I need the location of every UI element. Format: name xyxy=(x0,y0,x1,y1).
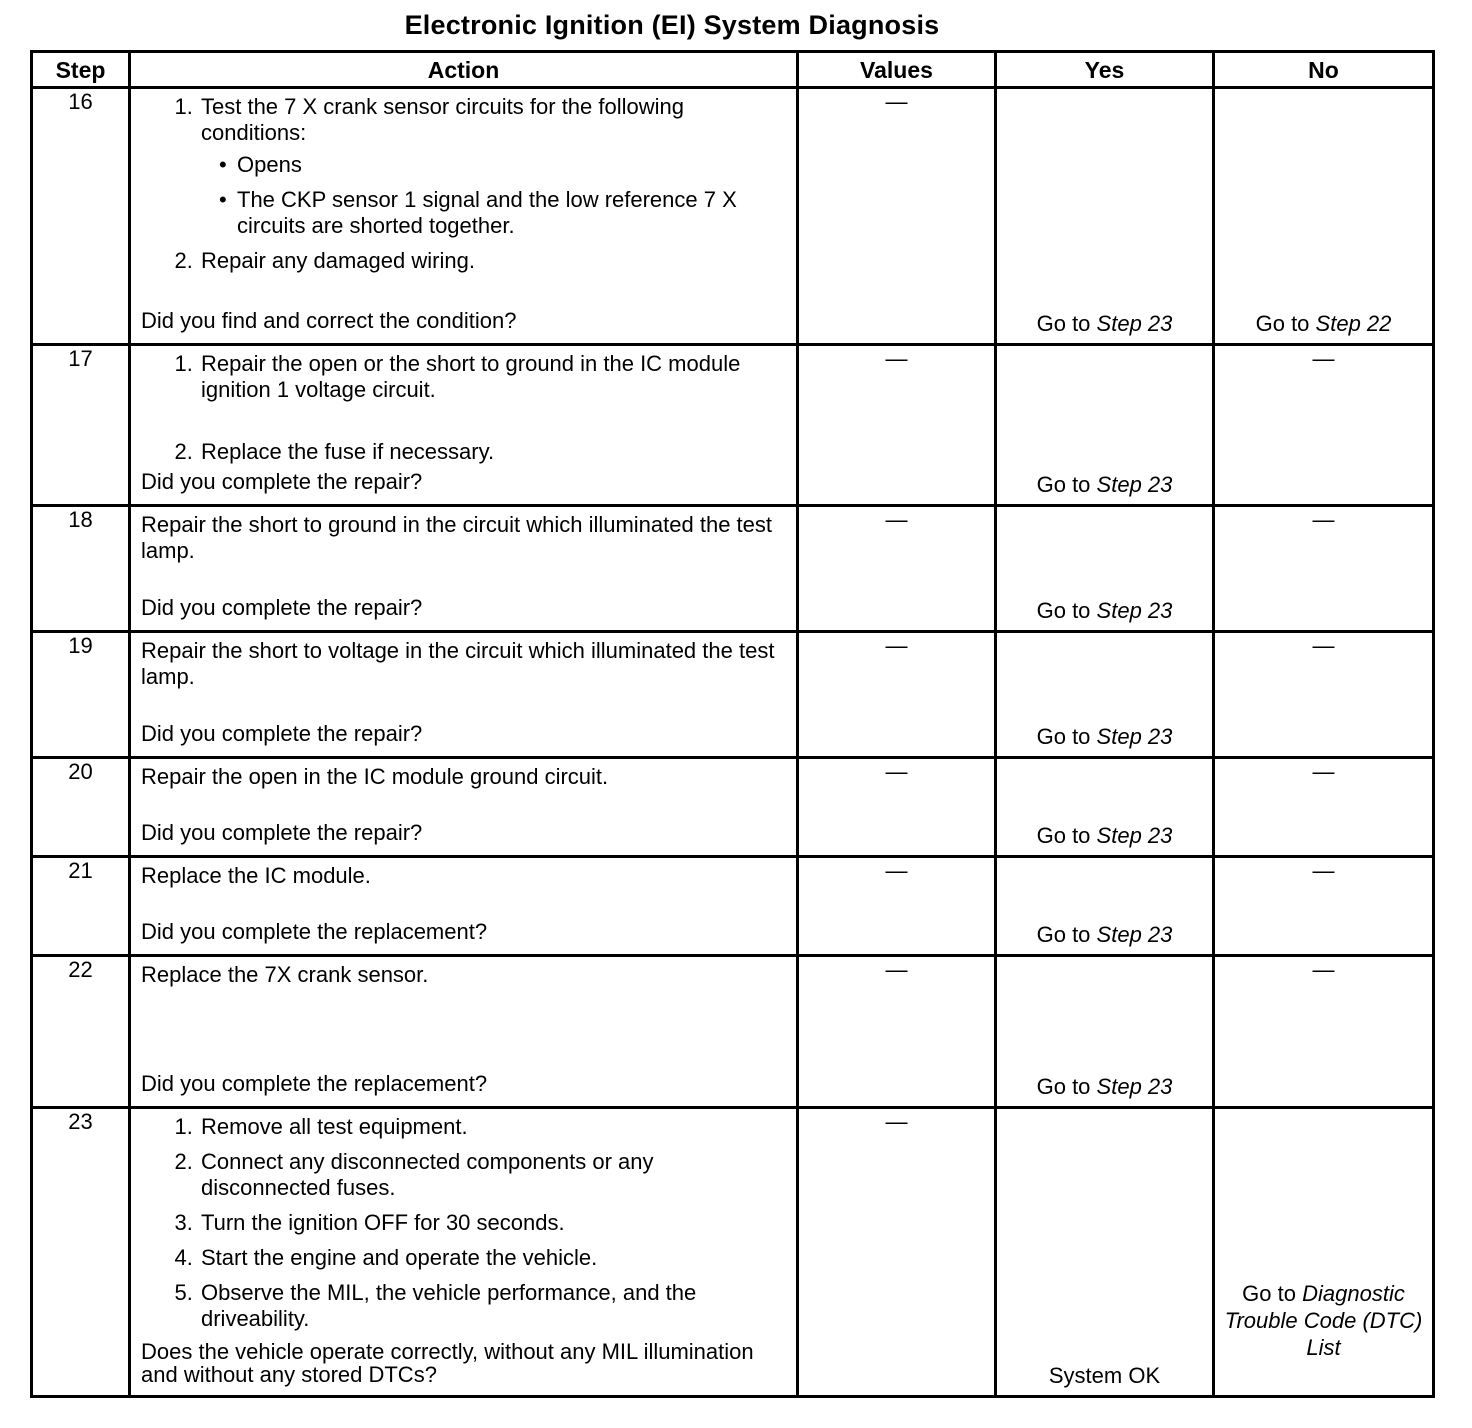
no-cell xyxy=(1214,857,1434,956)
question-text: Does the vehicle operate correctly, without any MIL illumination and without any stored DTCs? xyxy=(141,1339,754,1387)
yes-link[interactable]: Go to Step 23 xyxy=(1036,472,1173,497)
list-item: • The CKP sensor 1 signal and the low reference 7 X circuits are shorted together. xyxy=(217,187,786,239)
action-cell xyxy=(130,758,798,857)
question-text: Did you complete the replacement? xyxy=(141,919,488,944)
list-item: 4. Start the engine and operate the vehicle. xyxy=(199,1245,786,1271)
values-text: — xyxy=(885,346,908,371)
question-text: Did you complete the replacement? xyxy=(141,1071,488,1096)
no-cell xyxy=(1214,956,1434,1108)
header-action: Action xyxy=(130,52,798,88)
yes-cell xyxy=(996,758,1214,857)
list-item xyxy=(199,94,786,239)
values-cell xyxy=(798,956,996,1108)
table-row xyxy=(32,345,1434,506)
condition-list xyxy=(201,152,786,239)
action-text: Repair the short to ground in the circuit which illuminated the test lamp. xyxy=(141,512,772,563)
question-text: Did you complete the repair? xyxy=(141,469,423,494)
list-item: • Opens xyxy=(217,152,786,178)
values-cell xyxy=(798,506,996,632)
no-cell xyxy=(1214,506,1434,632)
step-number: 23 xyxy=(32,1108,130,1397)
action-cell xyxy=(130,956,798,1108)
no-link[interactable]: Go to Diagnostic Trouble Code (DTC) List xyxy=(1224,1281,1423,1360)
no-text: — xyxy=(1312,507,1335,532)
no-text: — xyxy=(1312,858,1335,883)
header-yes: Yes xyxy=(996,52,1214,88)
values-cell xyxy=(798,857,996,956)
values-text: — xyxy=(885,759,908,784)
yes-link[interactable]: Go to Step 23 xyxy=(1036,1074,1173,1099)
list-item: 2. Replace the fuse if necessary. xyxy=(199,439,786,465)
values-cell xyxy=(798,88,996,345)
table-header-row xyxy=(32,52,1434,88)
header-step: Step xyxy=(32,52,130,88)
no-cell xyxy=(1214,345,1434,506)
table-row xyxy=(32,758,1434,857)
question-text: Did you find and correct the condition? xyxy=(141,308,517,333)
no-cell xyxy=(1214,632,1434,758)
table-row xyxy=(32,632,1434,758)
values-text: — xyxy=(885,1109,908,1134)
action-text: Repair the open in the IC module ground circuit. xyxy=(141,764,609,789)
yes-cell xyxy=(996,345,1214,506)
step-number: 17 xyxy=(32,345,130,506)
yes-cell xyxy=(996,632,1214,758)
action-text: Replace the 7X crank sensor. xyxy=(141,962,429,987)
diagnosis-table xyxy=(30,50,1435,1398)
yes-link[interactable]: Go to Step 23 xyxy=(1036,724,1173,749)
no-cell xyxy=(1214,88,1434,345)
table-row xyxy=(32,956,1434,1108)
action-list xyxy=(141,351,786,465)
step-number: 20 xyxy=(32,758,130,857)
step-number: 18 xyxy=(32,506,130,632)
values-text: — xyxy=(885,89,908,114)
yes-link[interactable]: Go to Step 23 xyxy=(1036,598,1173,623)
no-text: — xyxy=(1312,346,1335,371)
list-item: 2. Connect any disconnected components or any disconnected fuses. xyxy=(199,1149,786,1201)
yes-cell xyxy=(996,1108,1214,1397)
values-text: — xyxy=(885,633,908,658)
action-cell xyxy=(130,345,798,506)
question-text: Did you complete the repair? xyxy=(141,820,423,845)
action-cell xyxy=(130,632,798,758)
page-title: Electronic Ignition (EI) System Diagnosis xyxy=(404,10,940,40)
step-number: 21 xyxy=(32,857,130,956)
action-list xyxy=(141,1114,786,1332)
yes-text: System OK xyxy=(1048,1363,1161,1388)
action-text: Replace the IC module. xyxy=(141,863,371,888)
no-text: — xyxy=(1312,957,1335,982)
no-link[interactable]: Go to Step 22 xyxy=(1255,311,1392,336)
table-row xyxy=(32,506,1434,632)
yes-link[interactable]: Go to Step 23 xyxy=(1036,823,1173,848)
header-values: Values xyxy=(798,52,996,88)
yes-cell xyxy=(996,506,1214,632)
yes-cell xyxy=(996,956,1214,1108)
values-text: — xyxy=(885,507,908,532)
action-cell xyxy=(130,1108,798,1397)
action-cell xyxy=(130,88,798,345)
list-item: 1. Remove all test equipment. xyxy=(199,1114,786,1140)
values-cell xyxy=(798,345,996,506)
step-number: 22 xyxy=(32,956,130,1108)
step-number: 19 xyxy=(32,632,130,758)
question-text: Did you complete the repair? xyxy=(141,595,423,620)
list-item: 1. Repair the open or the short to ground in the IC module ignition 1 voltage circuit. xyxy=(199,351,786,403)
table-row xyxy=(32,88,1434,345)
values-text: — xyxy=(885,957,908,982)
header-no: No xyxy=(1214,52,1434,88)
table-row xyxy=(32,857,1434,956)
action-cell xyxy=(130,506,798,632)
yes-cell xyxy=(996,88,1214,345)
list-item: 5. Observe the MIL, the vehicle performance, and the driveability. xyxy=(199,1280,786,1332)
values-cell xyxy=(798,632,996,758)
no-text: — xyxy=(1312,759,1335,784)
no-cell xyxy=(1214,1108,1434,1397)
list-item-text: Test the 7 X crank sensor circuits for the following conditions: xyxy=(201,94,684,145)
list-item: 3. Turn the ignition OFF for 30 seconds. xyxy=(199,1210,786,1236)
step-number: 16 xyxy=(32,88,130,345)
values-cell xyxy=(798,758,996,857)
yes-link[interactable]: Go to Step 23 xyxy=(1036,311,1173,336)
values-text: — xyxy=(885,858,908,883)
table-row xyxy=(32,1108,1434,1397)
action-cell xyxy=(130,857,798,956)
action-text: Repair the short to voltage in the circuit which illuminated the test lamp. xyxy=(141,638,775,689)
action-list xyxy=(141,94,786,274)
no-cell xyxy=(1214,758,1434,857)
no-text: — xyxy=(1312,633,1335,658)
yes-cell xyxy=(996,857,1214,956)
question-text: Did you complete the repair? xyxy=(141,721,423,746)
values-cell xyxy=(798,1108,996,1397)
yes-link[interactable]: Go to Step 23 xyxy=(1036,922,1173,947)
list-item: 2. Repair any damaged wiring. xyxy=(199,248,786,274)
